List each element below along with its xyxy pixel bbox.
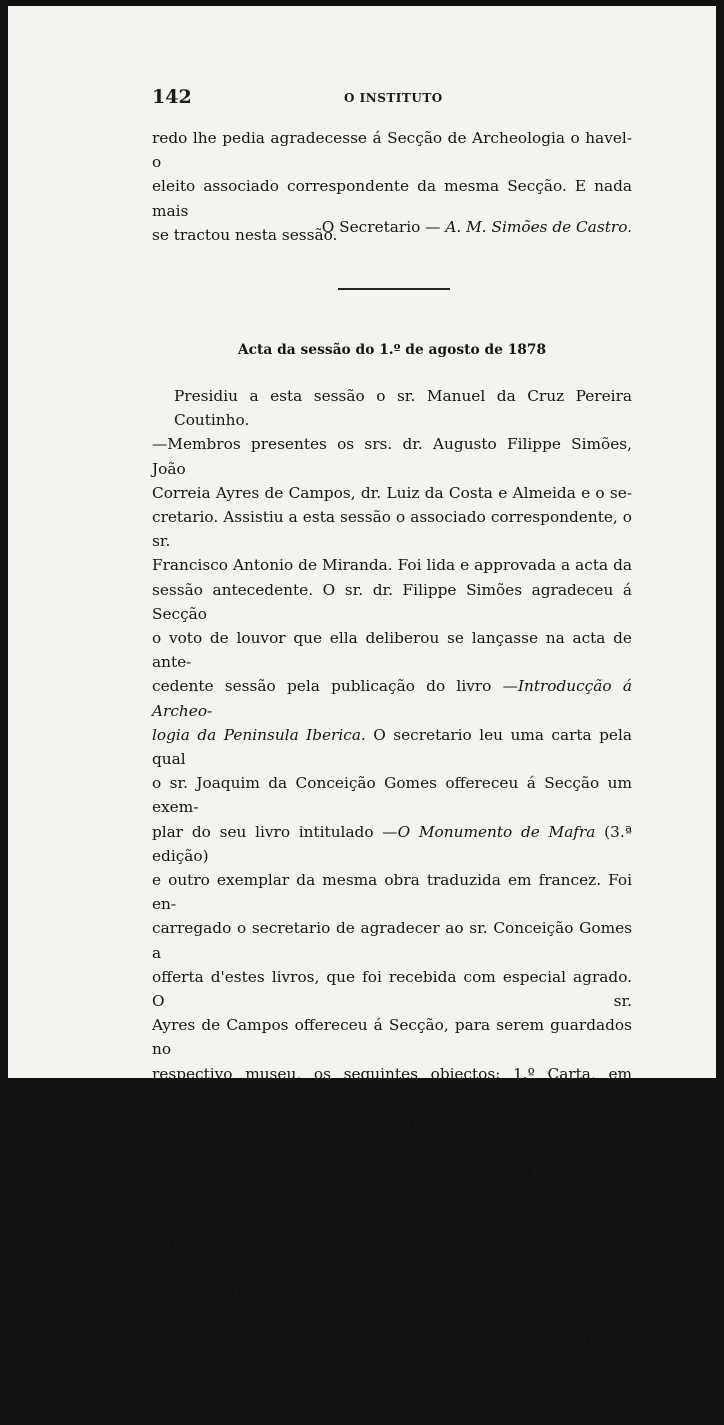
- text-line: eleito associado correspondente da mesma Secção. E nada mais: [152, 177, 632, 220]
- text-line: cretario. Assistiu a esta sessão o associado correspondente, o sr.: [152, 508, 632, 551]
- text-run: plar do seu livro intitulado —: [152, 822, 398, 841]
- signature-name: A. M. Simões de Castro.: [445, 218, 632, 236]
- text-line: de maio da era de 1355, anno de 1317; 2.º Lembrança ou in-: [152, 1209, 632, 1228]
- text-line: —Membros presentes os srs. dr. Augusto Filippe Simões, João: [152, 435, 632, 478]
- text-line: Correia Ayres de Campos, dr. Luiz da Costa e Almeida e o se-: [152, 483, 632, 502]
- page-header: [152, 86, 644, 110]
- section-title: Acta da sessão do 1.º de agosto de 1878: [237, 342, 547, 358]
- text-run: nho, da doação que o mosteiro: [152, 1113, 434, 1132]
- text-run: fez: [218, 1137, 632, 1156]
- text-line: sição de Lisboa, para o agente dos negocios da mesma Inquisição: [152, 1282, 632, 1325]
- text-line: Francisco Antonio de Miranda. Foi lida e approvada a acta da: [152, 556, 632, 575]
- text-line: strucção, em papel, do dr. Estevam Leitão, promotor da Inqui-: [152, 1234, 632, 1277]
- text-line: [152, 723, 632, 771]
- text-line: sessão antecedente. O sr. dr. Filippe Simões agradeceu á Secção: [152, 580, 632, 623]
- paragraph-minutes: [152, 384, 632, 1425]
- text-line: se tractou nesta sessão.: [152, 225, 338, 244]
- text-line: Ayres de Campos offereceu á Secção, para serem guardados no: [152, 1016, 632, 1059]
- text-line: o voto de louvor que ella deliberou se lançasse na acta de ante-: [152, 629, 632, 672]
- text-run: O secretario leu uma carta pela qual: [152, 725, 632, 769]
- book-title: O Monumento de Mafra: [397, 822, 596, 841]
- text-line: redo lhe pedia agradecesse á Secção de Archeologia o havel-o: [152, 129, 632, 172]
- text-line: o sr. Joaquim da Conceição Gomes offereceu á Secção um exem-: [152, 774, 632, 817]
- text-line: em Roma, ácerca de tres requerimentos tocantes á jurisdicção do: [152, 1330, 632, 1374]
- page-number: 142: [152, 86, 192, 108]
- text-line: Presidiu a esta sessão o sr. Manuel da Cruz Pereira Coutinho.: [174, 387, 632, 430]
- text-line: respectivo museu, os seguintes objectos: 1.º Carta, em pergami-: [152, 1064, 632, 1107]
- text-run: (3.ª edição): [152, 822, 632, 865]
- book-title: logia da Peninsula Iberica.: [152, 725, 366, 744]
- secretary-signature: [152, 218, 632, 236]
- text-line: [152, 820, 632, 868]
- text-line: offerta d'estes livros, que foi recebida com especial agrado. O sr.: [152, 967, 632, 1011]
- place-name: das cellas da ponte de Coimbra: [152, 1113, 632, 1156]
- text-line: á rainha D. Isabel de uma leira da herdade da Barreira, em 15: [152, 1161, 632, 1204]
- book-title: Introducção á Archeo-: [152, 677, 633, 720]
- text-line: carregado o secretario de agradecer ao sr. Conceição Gomes a: [152, 919, 632, 962]
- signature-prefix: O Secretario —: [321, 218, 441, 236]
- text-line: [152, 674, 632, 722]
- text-line: mesmo tribunal. Não tem data, mas é de suppôr fosse escripta: [152, 1379, 632, 1422]
- text-line: e outro exemplar da mesma obra traduzida em francez. Foi en-: [152, 871, 632, 914]
- book-page: [8, 6, 716, 1422]
- text-line: [152, 1110, 632, 1158]
- section-divider: [338, 288, 450, 290]
- running-title: O INSTITUTO: [344, 91, 443, 105]
- text-run: cedente sessão pela publicação do livro —: [152, 677, 518, 696]
